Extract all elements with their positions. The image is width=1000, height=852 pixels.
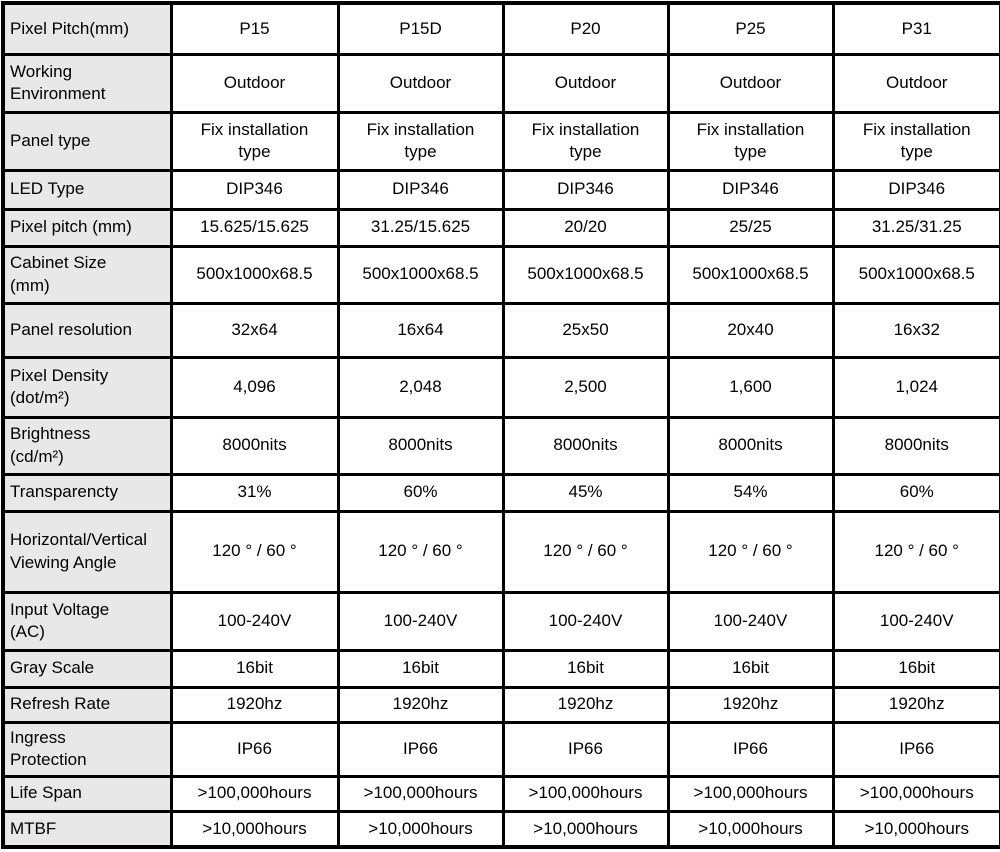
- value-cell: 25x50: [503, 303, 668, 357]
- value-cell: Outdoor: [833, 54, 1000, 112]
- value-cell: 500x1000x68.5: [338, 246, 503, 303]
- table-row: [3, 54, 1000, 112]
- value-cell: 16bit: [668, 650, 833, 687]
- table-row: [3, 303, 1000, 357]
- value-cell: 1920hz: [171, 687, 338, 722]
- row-label: LED Type: [3, 170, 171, 209]
- value-cell: 54%: [668, 474, 833, 511]
- table-row: [3, 357, 1000, 417]
- table-row: [3, 592, 1000, 650]
- value-cell: Fix installation type: [668, 112, 833, 170]
- value-cell: 32x64: [171, 303, 338, 357]
- value-cell: Fix installation type: [833, 112, 1000, 170]
- value-cell: 500x1000x68.5: [171, 246, 338, 303]
- table-row: [3, 417, 1000, 474]
- model-name-cell: P20: [503, 3, 668, 54]
- value-cell: 500x1000x68.5: [503, 246, 668, 303]
- value-cell: IP66: [338, 722, 503, 776]
- row-label: Panel type: [3, 112, 171, 170]
- model-header-row: [3, 3, 1000, 54]
- value-cell: 1,024: [833, 357, 1000, 417]
- value-cell: 8000nits: [338, 417, 503, 474]
- spec-table-body: [3, 3, 1000, 847]
- value-cell: 16bit: [171, 650, 338, 687]
- value-cell: DIP346: [503, 170, 668, 209]
- value-cell: 15.625/15.625: [171, 209, 338, 246]
- value-cell: 16x32: [833, 303, 1000, 357]
- value-cell: IP66: [171, 722, 338, 776]
- value-cell: 1920hz: [503, 687, 668, 722]
- value-cell: 1,600: [668, 357, 833, 417]
- value-cell: 8000nits: [833, 417, 1000, 474]
- row-label: Pixel pitch (mm): [3, 209, 171, 246]
- value-cell: 120 ° / 60 °: [668, 511, 833, 592]
- spec-table: [1, 1, 1000, 849]
- table-row: [3, 776, 1000, 811]
- value-cell: 120 ° / 60 °: [171, 511, 338, 592]
- value-cell: IP66: [668, 722, 833, 776]
- table-row: [3, 722, 1000, 776]
- value-cell: 1920hz: [668, 687, 833, 722]
- value-cell: 45%: [503, 474, 668, 511]
- value-cell: 100-240V: [171, 592, 338, 650]
- value-cell: DIP346: [171, 170, 338, 209]
- value-cell: DIP346: [668, 170, 833, 209]
- table-row: [3, 687, 1000, 722]
- row-label: Pixel Pitch(mm): [3, 3, 171, 54]
- row-label: Gray Scale: [3, 650, 171, 687]
- table-row: [3, 474, 1000, 511]
- value-cell: 20x40: [668, 303, 833, 357]
- value-cell: Outdoor: [668, 54, 833, 112]
- value-cell: 25/25: [668, 209, 833, 246]
- value-cell: 4,096: [171, 357, 338, 417]
- value-cell: 60%: [338, 474, 503, 511]
- row-label: Working Environment: [3, 54, 171, 112]
- table-row: [3, 650, 1000, 687]
- model-name-cell: P25: [668, 3, 833, 54]
- table-row: [3, 170, 1000, 209]
- row-label: Horizontal/Vertical Viewing Angle: [3, 511, 171, 592]
- row-label: Input Voltage (AC): [3, 592, 171, 650]
- row-label: MTBF: [3, 811, 171, 847]
- value-cell: Outdoor: [338, 54, 503, 112]
- row-label: Panel resolution: [3, 303, 171, 357]
- value-cell: >10,000hours: [833, 811, 1000, 847]
- value-cell: 60%: [833, 474, 1000, 511]
- value-cell: 16bit: [338, 650, 503, 687]
- value-cell: >100,000hours: [171, 776, 338, 811]
- value-cell: 8000nits: [668, 417, 833, 474]
- table-row: [3, 112, 1000, 170]
- table-row: [3, 209, 1000, 246]
- value-cell: IP66: [503, 722, 668, 776]
- value-cell: >10,000hours: [171, 811, 338, 847]
- row-label: Cabinet Size (mm): [3, 246, 171, 303]
- value-cell: >10,000hours: [338, 811, 503, 847]
- model-name-cell: P15D: [338, 3, 503, 54]
- value-cell: 8000nits: [503, 417, 668, 474]
- row-label: Transparencty: [3, 474, 171, 511]
- table-row: [3, 511, 1000, 592]
- value-cell: 2,048: [338, 357, 503, 417]
- row-label: Pixel Density (dot/m²): [3, 357, 171, 417]
- value-cell: 31.25/15.625: [338, 209, 503, 246]
- model-name-cell: P15: [171, 3, 338, 54]
- value-cell: 500x1000x68.5: [833, 246, 1000, 303]
- value-cell: >100,000hours: [833, 776, 1000, 811]
- row-label: Ingress Protection: [3, 722, 171, 776]
- table-row: [3, 811, 1000, 847]
- value-cell: 500x1000x68.5: [668, 246, 833, 303]
- value-cell: 100-240V: [668, 592, 833, 650]
- row-label: Refresh Rate: [3, 687, 171, 722]
- value-cell: >100,000hours: [668, 776, 833, 811]
- value-cell: 16bit: [503, 650, 668, 687]
- value-cell: Fix installation type: [338, 112, 503, 170]
- table-row: [3, 246, 1000, 303]
- value-cell: >10,000hours: [503, 811, 668, 847]
- value-cell: 100-240V: [338, 592, 503, 650]
- value-cell: >10,000hours: [668, 811, 833, 847]
- value-cell: 8000nits: [171, 417, 338, 474]
- value-cell: Outdoor: [171, 54, 338, 112]
- value-cell: Fix installation type: [503, 112, 668, 170]
- value-cell: >100,000hours: [503, 776, 668, 811]
- value-cell: 31.25/31.25: [833, 209, 1000, 246]
- value-cell: 120 ° / 60 °: [338, 511, 503, 592]
- model-name-cell: P31: [833, 3, 1000, 54]
- row-label: Brightness (cd/m²): [3, 417, 171, 474]
- value-cell: 100-240V: [833, 592, 1000, 650]
- value-cell: 31%: [171, 474, 338, 511]
- value-cell: 100-240V: [503, 592, 668, 650]
- value-cell: 120 ° / 60 °: [503, 511, 668, 592]
- value-cell: >100,000hours: [338, 776, 503, 811]
- value-cell: Fix installation type: [171, 112, 338, 170]
- value-cell: 20/20: [503, 209, 668, 246]
- value-cell: IP66: [833, 722, 1000, 776]
- value-cell: 2,500: [503, 357, 668, 417]
- value-cell: 16bit: [833, 650, 1000, 687]
- row-label: Life Span: [3, 776, 171, 811]
- value-cell: Outdoor: [503, 54, 668, 112]
- value-cell: DIP346: [833, 170, 1000, 209]
- value-cell: 1920hz: [833, 687, 1000, 722]
- value-cell: 120 ° / 60 °: [833, 511, 1000, 592]
- value-cell: 16x64: [338, 303, 503, 357]
- value-cell: 1920hz: [338, 687, 503, 722]
- value-cell: DIP346: [338, 170, 503, 209]
